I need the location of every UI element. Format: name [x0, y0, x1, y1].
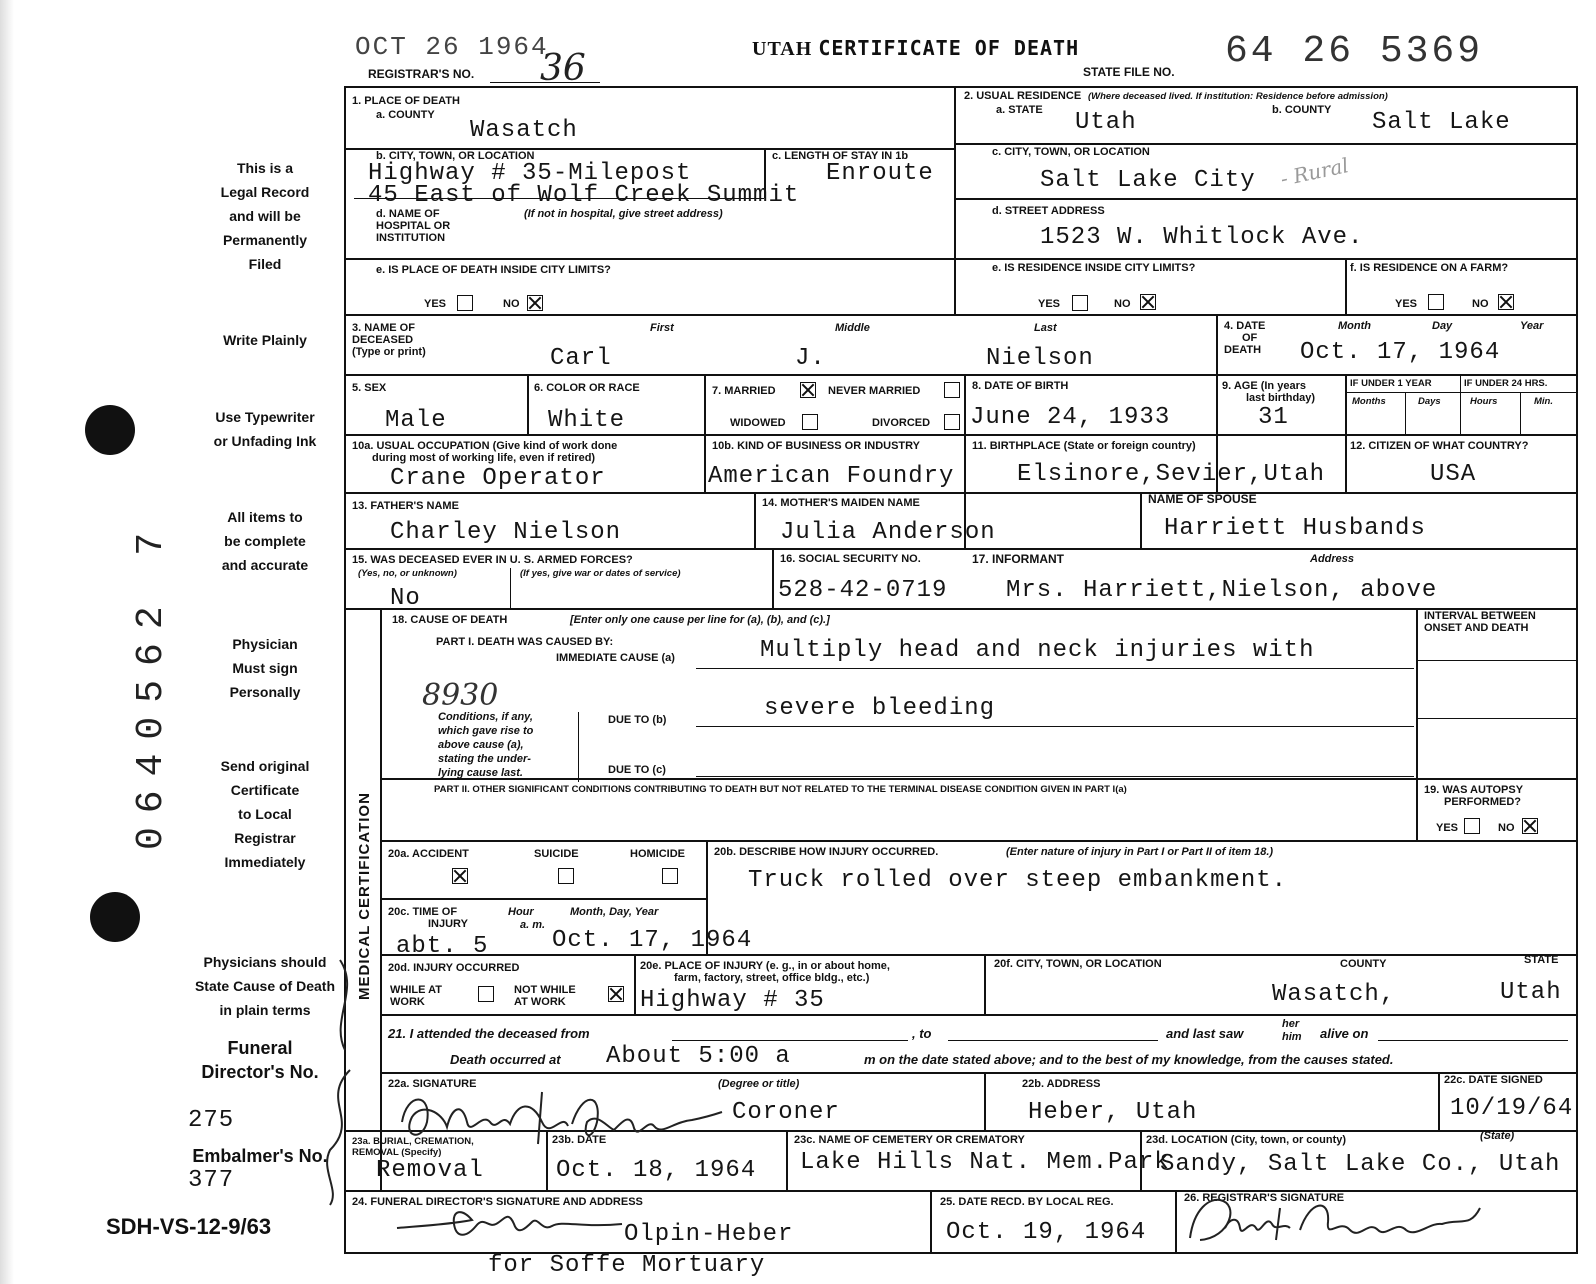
hour-label: Hour	[508, 906, 534, 918]
res-inside-city-label: e. IS RESIDENCE INSIDE CITY LIMITS?	[992, 262, 1196, 274]
res-farm-label: f. IS RESIDENCE ON A FARM?	[1350, 262, 1509, 274]
immediate-cause: Multiply head and neck injuries with	[760, 637, 1315, 664]
sidebar-physicians-state: Physicians should State Cause of Death in plain terms	[194, 954, 336, 1018]
attended-to-label: , to	[912, 1026, 932, 1041]
not-at-work-checkbox[interactable]	[608, 986, 624, 1002]
injury-county-label: COUNTY	[1340, 958, 1387, 970]
race: White	[548, 407, 626, 434]
registrar-no-line	[490, 82, 600, 83]
min-label: Min.	[1534, 396, 1553, 407]
sidebar-embalmer-no: 377	[188, 1167, 235, 1194]
age-label: 9. AGE (In years last birthday)	[1222, 380, 1316, 404]
burial: Removal	[376, 1157, 484, 1184]
injury-date-header-label: Month, Day, Year	[570, 906, 659, 918]
autopsy-no-checkbox[interactable]	[1522, 818, 1538, 834]
injury-time: abt. 5	[396, 933, 489, 960]
state-file-label: STATE FILE NO.	[1083, 65, 1175, 79]
attended-from-line	[672, 1040, 908, 1041]
divorced-checkbox[interactable]	[944, 414, 960, 430]
rule	[754, 492, 756, 548]
never-married-checkbox[interactable]	[944, 382, 960, 398]
res-street-label: d. STREET ADDRESS	[992, 205, 1105, 217]
widowed-checkbox[interactable]	[802, 414, 818, 430]
cause-code: 8930	[422, 678, 499, 713]
sidebar-legal-note: This is a Legal Record and will be Permanently Filed	[220, 160, 310, 272]
homicide-checkbox[interactable]	[662, 868, 678, 884]
cause-of-death-label: 18. CAUSE OF DEATH	[392, 614, 508, 626]
received-stamp-date: OCT 26 1964	[355, 32, 549, 62]
pod-city-label: b. CITY, TOWN, OR LOCATION	[376, 150, 535, 162]
res-city-label: c. CITY, TOWN, OR LOCATION	[992, 146, 1150, 158]
res-state-label: a. STATE	[996, 104, 1043, 116]
due-to-b-line	[696, 726, 1414, 727]
pod-county: Wasatch	[470, 117, 578, 144]
cemetery: Lake Hills Nat. Mem.Park	[800, 1149, 1170, 1176]
registrar-signature	[1180, 1188, 1490, 1254]
deceased-first: Carl	[550, 345, 612, 372]
pod-stay-label: c. LENGTH OF STAY IN 1b	[772, 150, 909, 162]
rule	[1345, 258, 1347, 314]
rule	[344, 608, 1578, 610]
burial-date: Oct. 18, 1964	[556, 1157, 757, 1184]
res-city: Salt Lake City	[1040, 167, 1256, 194]
signature-label: 22a. SIGNATURE	[388, 1078, 477, 1090]
title-main: CERTIFICATE OF DEATH	[818, 36, 1080, 60]
rule	[344, 548, 1578, 550]
cause-of-death-note: [Enter only one cause per line for (a), (b), and (c).]	[570, 614, 830, 626]
res-inside-yes-checkbox[interactable]	[1072, 295, 1088, 311]
age: 31	[1258, 404, 1289, 431]
attended-to-line	[948, 1040, 1158, 1041]
occupation: Crane Operator	[390, 465, 606, 492]
burial-date-label: 23b. DATE	[552, 1134, 607, 1146]
never-married-label: NEVER MARRIED	[828, 385, 921, 397]
punch-hole-bottom	[90, 892, 140, 942]
injury-describe-note: (Enter nature of injury in Part I or Part II of item 18.)	[1006, 846, 1274, 858]
first-label: First	[650, 322, 674, 334]
part1-label: PART I. DEATH WAS CAUSED BY:	[436, 636, 614, 648]
death-occurred-tail: m on the date stated above; and to the best of my knowledge, from the causes stated.	[864, 1052, 1394, 1067]
pod-inside-no-checkbox[interactable]	[527, 295, 543, 311]
certificate-title	[752, 36, 1079, 61]
autopsy-yes-label: YES	[1436, 822, 1459, 834]
title-prefix: UTAH	[752, 38, 813, 60]
res-street: 1523 W. Whitlock Ave.	[1040, 224, 1364, 251]
pod-inside-no-label: NO	[503, 298, 520, 310]
deceased-name-label: 3. NAME OF DECEASED (Type or print)	[352, 322, 426, 358]
rule	[344, 314, 1578, 316]
pod-inside-yes-checkbox[interactable]	[457, 295, 473, 311]
res-farm-yes-checkbox[interactable]	[1428, 294, 1444, 310]
date-signed: 10/19/64	[1450, 1095, 1574, 1122]
rule	[786, 1130, 788, 1190]
injury-place-label: 20e. PLACE OF INJURY (e. g., in or about home, farm, factory, street, office bldg., etc.)	[640, 960, 890, 984]
degree: Coroner	[732, 1099, 840, 1126]
business: American Foundry	[708, 463, 955, 490]
am-label: a. m.	[520, 919, 546, 931]
res-inside-no-label: NO	[1114, 298, 1131, 310]
pod-county-label: a. COUNTY	[376, 109, 435, 121]
page-edge	[0, 0, 14, 1284]
informant-address-label: Address	[1310, 553, 1355, 565]
injury-county: Wasatch,	[1272, 981, 1396, 1008]
days-label: Days	[1418, 396, 1441, 407]
degree-label: (Degree or title)	[718, 1078, 800, 1090]
accident-checkbox[interactable]	[452, 868, 468, 884]
citizen-label: 12. CITIZEN OF WHAT COUNTRY?	[1350, 440, 1529, 452]
rule	[984, 954, 986, 1014]
widowed-label: WIDOWED	[730, 417, 786, 429]
form-code: SDH-VS-12-9/63	[106, 1214, 272, 1239]
birthplace-label: 11. BIRTHPLACE (State or foreign country)	[972, 440, 1196, 452]
interval-line-a	[1416, 660, 1578, 661]
due-to-b-label: DUE TO (b)	[608, 714, 667, 726]
day-label: Day	[1432, 320, 1453, 332]
hours-label: Hours	[1470, 396, 1498, 407]
pod-city-line2: 45 East of Wolf Creek Summit	[368, 182, 800, 209]
birth-date: June 24, 1933	[970, 404, 1171, 431]
rule	[954, 143, 1578, 145]
while-at-work-label: WHILE AT WORK	[390, 984, 442, 1008]
rule	[344, 434, 1578, 436]
not-at-work-label: NOT WHILE AT WORK	[514, 984, 576, 1008]
sidebar-embalmer-label: Embalmer's No.	[192, 1146, 328, 1166]
res-inside-yes-label: YES	[1038, 298, 1061, 310]
rule	[1416, 608, 1418, 840]
rule	[954, 86, 956, 314]
birth-date-label: 8. DATE OF BIRTH	[972, 380, 1069, 392]
vertical-serial-number: 0640562 7	[130, 518, 173, 850]
rule	[344, 492, 1578, 494]
her-him-label: her him	[1282, 1018, 1302, 1043]
rule	[380, 608, 382, 1190]
autopsy-no-label: NO	[1498, 822, 1515, 834]
rule	[1520, 392, 1521, 434]
date-received-label: 25. DATE RECD. BY LOCAL REG.	[940, 1196, 1114, 1208]
deceased-middle: J.	[795, 345, 826, 372]
cemetery-state-label: (State)	[1480, 1130, 1515, 1142]
address-22b-label: 22b. ADDRESS	[1022, 1078, 1101, 1090]
sex-label: 5. SEX	[352, 382, 387, 394]
date-of-death: Oct. 17, 1964	[1300, 339, 1501, 366]
due-to-c-label: DUE TO (c)	[608, 764, 666, 776]
rule	[380, 1014, 1578, 1016]
autopsy-label: 19. WAS AUTOPSY PERFORMED?	[1424, 784, 1524, 808]
res-county: Salt Lake	[1372, 109, 1511, 136]
accident-label: 20a. ACCIDENT	[388, 848, 469, 860]
burial-label: 23a. BURIAL, CREMATION, REMOVAL (Specify)	[352, 1136, 474, 1158]
injury-date: Oct. 17, 1964	[552, 927, 753, 954]
funeral-director-signature	[392, 1198, 632, 1248]
due-to-c-line	[696, 776, 1414, 777]
death-occurred-label: Death occurred at	[450, 1052, 561, 1067]
attended-label: 21. I attended the deceased from	[388, 1026, 590, 1041]
injury-state: Utah	[1500, 979, 1562, 1006]
year-label: Year	[1520, 320, 1544, 332]
interval-line-b	[1416, 718, 1578, 719]
conditions-label: Conditions, if any, which gave rise to above cause (a), stating the under- lying cause last.	[438, 711, 534, 779]
injury-describe-label: 20b. DESCRIBE HOW INJURY OCCURRED.	[714, 846, 939, 858]
funeral-mortuary: for Soffe Mortuary	[488, 1252, 766, 1279]
address-22b: Heber, Utah	[1028, 1099, 1198, 1126]
res-inside-no-checkbox[interactable]	[1140, 294, 1156, 310]
informant: Mrs. Harriett,Nielson, above	[1006, 577, 1438, 604]
mother-label: 14. MOTHER'S MAIDEN NAME	[762, 497, 920, 509]
registrar-no: 36	[540, 48, 586, 89]
suicide-checkbox[interactable]	[558, 868, 574, 884]
injury-occurred-label: 20d. INJURY OCCURRED	[388, 962, 520, 974]
death-date-label: 4. DATE OF DEATH	[1224, 320, 1266, 356]
injury-description: Truck rolled over steep embankment.	[748, 867, 1288, 894]
rule	[1140, 492, 1142, 548]
residence-note: (Where deceased lived. If institution: Residence before admission)	[1088, 91, 1388, 102]
autopsy-yes-checkbox[interactable]	[1464, 818, 1480, 834]
spouse-name: Harriett Husbands	[1164, 515, 1426, 542]
rule	[930, 1190, 932, 1254]
medical-certification-label: MEDICAL CERTIFICATION	[356, 792, 373, 1000]
conditions-bracket	[578, 712, 579, 782]
birthplace: Elsinore,Sevier,Utah	[1017, 461, 1326, 488]
homicide-label: HOMICIDE	[630, 848, 685, 860]
rule	[1175, 1190, 1177, 1254]
pod-inside-city-label: e. IS PLACE OF DEATH INSIDE CITY LIMITS?	[376, 264, 611, 276]
armed-forces-note-2: (If yes, give war or dates of service)	[520, 568, 681, 579]
ssn: 528-42-0719	[778, 577, 948, 604]
funeral-director-label: 24. FUNERAL DIRECTOR'S SIGNATURE AND ADDRESS	[352, 1196, 643, 1208]
rule	[1438, 1072, 1440, 1130]
father-label: 13. FATHER'S NAME	[352, 500, 459, 512]
divorced-label: DIVORCED	[872, 417, 931, 429]
interval-label: INTERVAL BETWEEN ONSET AND DEATH	[1424, 610, 1536, 634]
rule	[1460, 374, 1461, 434]
citizen: USA	[1430, 461, 1477, 488]
race-label: 6. COLOR OR RACE	[534, 382, 640, 394]
married-label: 7. MARRIED	[712, 385, 776, 397]
rule	[344, 374, 1578, 376]
rule	[1405, 392, 1406, 434]
residence-label: 2. USUAL RESIDENCE	[964, 90, 1082, 102]
rule	[772, 548, 774, 608]
due-to-b: severe bleeding	[764, 695, 996, 722]
rule	[380, 954, 1578, 956]
registrar-signature-label: 26. REGISTRAR'S SIGNATURE	[1184, 1192, 1345, 1204]
informant-label: 17. INFORMANT	[972, 552, 1065, 566]
rule	[344, 258, 1578, 260]
spouse-label: NAME OF SPOUSE	[1148, 492, 1257, 506]
margin-pen-marks	[300, 950, 370, 1210]
rule	[380, 898, 706, 900]
pod-inside-yes-label: YES	[424, 298, 447, 310]
res-farm-no-label: NO	[1472, 298, 1489, 310]
last-label: Last	[1034, 322, 1057, 334]
rule	[984, 1072, 986, 1130]
while-at-work-checkbox[interactable]	[478, 986, 494, 1002]
rule	[380, 778, 1578, 780]
pod-city-line1: Highway # 35-Milepost	[368, 160, 692, 187]
funeral-director-address: Olpin-Heber	[624, 1221, 794, 1248]
rule	[704, 374, 706, 492]
middle-label: Middle	[835, 322, 870, 334]
mother-name: Julia Anderson	[780, 519, 996, 546]
last-saw-label: and last saw	[1166, 1026, 1244, 1041]
suicide-label: SUICIDE	[534, 848, 579, 860]
sidebar-funeral-no: 275	[188, 1107, 235, 1134]
sidebar-typewriter: Use Typewriter or Unfading Ink	[213, 409, 317, 449]
pod-hospital-note: (If not in hospital, give street address)	[524, 208, 723, 220]
date-signed-label: 22c. DATE SIGNED	[1444, 1074, 1543, 1086]
armed-forces: No	[390, 585, 421, 612]
alive-on-label: alive on	[1320, 1026, 1369, 1041]
ssn-label: 16. SOCIAL SECURITY NO.	[780, 553, 921, 565]
rule	[527, 374, 529, 434]
injury-time-label: 20c. TIME OF INJURY	[388, 906, 468, 930]
father-name: Charley Nielson	[390, 519, 622, 546]
business-label: 10b. KIND OF BUSINESS OR INDUSTRY	[712, 440, 921, 452]
res-farm-no-checkbox[interactable]	[1498, 294, 1514, 310]
months-label: Months	[1352, 396, 1386, 407]
res-city-handwritten-note: - Rural	[1278, 153, 1351, 191]
married-checkbox[interactable]	[800, 382, 816, 398]
sidebar-send-original: Send original Certificate to Local Registrar Immediately	[220, 758, 310, 870]
pod-hospital-label: d. NAME OF HOSPITAL OR INSTITUTION	[376, 208, 451, 244]
rule	[380, 1072, 1578, 1074]
res-farm-yes-label: YES	[1395, 298, 1418, 310]
occupation-label: 10a. USUAL OCCUPATION (Give kind of work done during most of working life, even if retired)	[352, 440, 618, 464]
sex: Male	[385, 407, 447, 434]
deceased-last: Nielson	[986, 345, 1094, 372]
armed-forces-label: 15. WAS DECEASED EVER IN U. S. ARMED FORCES?	[352, 554, 633, 566]
sidebar-funeral-label: Funeral Director's No.	[201, 1038, 319, 1082]
sidebar-complete: All items to be complete and accurate	[221, 509, 309, 573]
res-state: Utah	[1075, 109, 1137, 136]
rule	[634, 954, 636, 1014]
cemetery-location: Sandy, Salt Lake Co., Utah	[1160, 1151, 1561, 1178]
armed-forces-note-1: (Yes, no, or unknown)	[358, 568, 457, 579]
part2-label: PART II. OTHER SIGNIFICANT CONDITIONS CONTRIBUTING TO DEATH BUT NOT RELATED TO THE TERMINAL DISEASE CONDITION GIVEN IN PART I(a)	[434, 784, 1127, 795]
place-of-death-label: 1. PLACE OF DEATH	[352, 95, 460, 107]
state-file-no: 64 26 5369	[1225, 30, 1484, 73]
sidebar-write-plainly: Write Plainly	[223, 332, 307, 348]
immediate-cause-label: IMMEDIATE CAUSE (a)	[556, 652, 675, 664]
under-1-year-label: IF UNDER 1 YEAR	[1350, 378, 1432, 389]
immediate-cause-line	[696, 668, 1414, 669]
rule	[954, 198, 1578, 200]
injury-place: Highway # 35	[640, 987, 825, 1014]
rule	[510, 568, 511, 608]
alive-on-line	[1378, 1040, 1568, 1041]
cemetery-label: 23c. NAME OF CEMETERY OR CREMATORY	[794, 1134, 1025, 1146]
registrar-no-label: REGISTRAR'S NO.	[368, 67, 475, 81]
res-county-label: b. COUNTY	[1272, 104, 1332, 116]
pod-stay: Enroute	[826, 160, 934, 187]
cemetery-location-label: 23d. LOCATION (City, town, or county)	[1146, 1134, 1347, 1146]
date-received: Oct. 19, 1964	[946, 1219, 1147, 1246]
under-24-hrs-label: IF UNDER 24 HRS.	[1464, 378, 1548, 389]
death-occurred-time: About 5:00 a	[606, 1043, 791, 1070]
injury-city-label: 20f. CITY, TOWN, OR LOCATION	[994, 958, 1162, 970]
sidebar-physician: Physician Must sign Personally	[229, 636, 301, 700]
punch-hole-top	[85, 405, 135, 455]
injury-state-label: STATE	[1524, 954, 1559, 966]
rule	[1345, 392, 1578, 393]
rule	[380, 840, 1578, 842]
month-label: Month	[1338, 320, 1371, 332]
